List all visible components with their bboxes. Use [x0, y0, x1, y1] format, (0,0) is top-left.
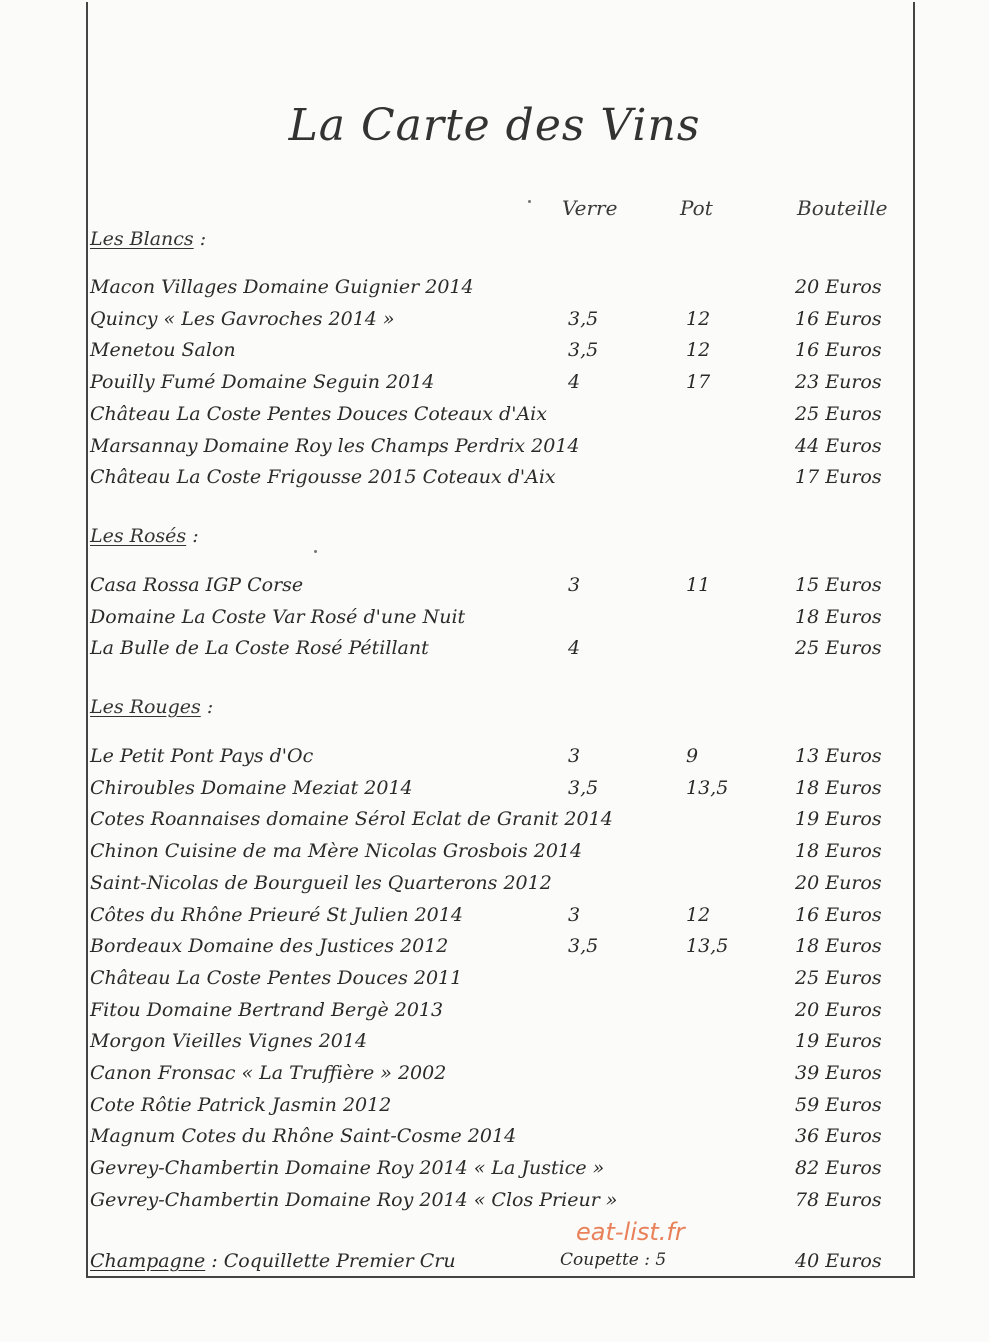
wine-name: Cote Rôtie Patrick Jasmin 2012 — [90, 1093, 392, 1116]
champagne-coupette: Coupette : 5 — [560, 1250, 667, 1270]
glass-price: 3,5 — [568, 339, 599, 362]
champagne-name: : Coquillette Premier Cru — [205, 1250, 456, 1272]
section-heading — [90, 525, 199, 547]
watermark: eat-list.fr — [576, 1218, 685, 1246]
bottle-price: 13 Euros — [795, 745, 882, 767]
wine-row — [0, 276, 989, 306]
bottle-price: 36 Euros — [795, 1125, 882, 1148]
bottle-price: 17 Euros — [795, 466, 882, 489]
wine-row — [0, 466, 989, 496]
wine-name: Chiroubles Domaine Meziat 2014 — [90, 776, 413, 799]
bottle-price: 18 Euros — [795, 605, 882, 628]
wine-row — [0, 1189, 989, 1219]
bottle-price: 23 Euros — [795, 371, 882, 394]
pot-price: 12 — [686, 307, 711, 330]
wine-name: Le Petit Pont Pays d'Oc — [90, 745, 314, 767]
paper-speck — [528, 200, 531, 203]
bottle-price: 18 Euros — [795, 776, 882, 799]
wine-row — [0, 606, 989, 636]
wine-row — [0, 1094, 989, 1124]
wine-name: Château La Coste Frigousse 2015 Coteaux d'Aix — [90, 466, 556, 489]
pot-price: 12 — [686, 903, 711, 926]
bottle-price: 15 Euros — [795, 574, 882, 596]
column-header-verre: Verre — [562, 196, 618, 220]
bottle-price: 16 Euros — [795, 903, 882, 926]
wine-row — [0, 999, 989, 1029]
pot-price: 11 — [686, 574, 711, 596]
glass-price: 3,5 — [568, 776, 599, 799]
section-colon: : — [186, 525, 199, 547]
section-label: Les Rouges — [90, 696, 201, 718]
wine-name: Bordeaux Domaine des Justices 2012 — [90, 935, 449, 958]
glass-price: 3 — [568, 903, 581, 926]
wine-row — [0, 904, 989, 934]
wine-name: Chinon Cuisine de ma Mère Nicolas Grosbois 2014 — [90, 840, 583, 863]
glass-price: 3 — [568, 574, 581, 596]
bottle-price: 82 Euros — [795, 1157, 882, 1180]
wine-name: La Bulle de La Coste Rosé Pétillant — [90, 637, 429, 660]
wine-row — [0, 574, 989, 604]
wine-name: Gevrey-Chambertin Domaine Roy 2014 « La Justice » — [90, 1157, 605, 1180]
wine-name: Canon Fronsac « La Truffière » 2002 — [90, 1062, 447, 1084]
section-label: Les Rosés — [90, 525, 187, 547]
bottle-price: 25 Euros — [795, 966, 882, 989]
wine-name: Menetou Salon — [90, 339, 236, 362]
wine-name: Quincy « Les Gavroches 2014 » — [90, 307, 395, 330]
champagne-label: Champagne — [90, 1250, 206, 1272]
bottle-price: 25 Euros — [795, 402, 882, 425]
bottle-price: 39 Euros — [795, 1062, 882, 1084]
wine-row — [0, 308, 989, 338]
pot-price: 17 — [686, 371, 711, 394]
bottle-price: 20 Euros — [795, 871, 882, 894]
wine-name: Gevrey-Chambertin Domaine Roy 2014 « Clos Prieur » — [90, 1188, 618, 1211]
wine-row — [0, 967, 989, 997]
bottle-price: 18 Euros — [795, 935, 882, 958]
wine-row — [0, 840, 989, 870]
wine-name: Fitou Domaine Bertrand Bergè 2013 — [90, 998, 444, 1021]
wine-row — [0, 371, 989, 401]
bottle-price: 59 Euros — [795, 1093, 882, 1116]
wine-row — [0, 1030, 989, 1060]
wine-name: Côtes du Rhône Prieuré St Julien 2014 — [90, 903, 463, 926]
column-header-bouteille: Bouteille — [797, 196, 888, 220]
section-colon: : — [200, 696, 214, 718]
wine-row — [0, 339, 989, 369]
wine-row — [0, 808, 989, 838]
menu-title: La Carte des Vins — [288, 100, 701, 151]
glass-price: 3,5 — [568, 935, 599, 958]
glass-price: 3,5 — [568, 307, 599, 330]
pot-price: 9 — [686, 745, 699, 767]
wine-name: Domaine La Coste Var Rosé d'une Nuit — [90, 605, 466, 628]
section-label: Les Blancs — [90, 228, 194, 250]
paper-speck — [314, 550, 317, 553]
bottle-price: 16 Euros — [795, 339, 882, 362]
bottle-price: 20 Euros — [795, 276, 882, 298]
wine-row — [0, 435, 989, 465]
wine-name: Casa Rossa IGP Corse — [90, 574, 304, 596]
wine-name: Saint-Nicolas de Bourgueil les Quarterons 2012 — [90, 871, 552, 894]
wine-name: Marsannay Domaine Roy les Champs Perdrix 2014 — [90, 434, 580, 457]
wine-row — [0, 1125, 989, 1155]
wine-name: Magnum Cotes du Rhône Saint-Cosme 2014 — [90, 1125, 517, 1148]
champagne-bottle-price: 40 Euros — [795, 1250, 882, 1272]
bottle-price: 25 Euros — [795, 637, 882, 660]
bottle-price: 78 Euros — [795, 1188, 882, 1211]
wine-name: Macon Villages Domaine Guignier 2014 — [90, 276, 474, 298]
wine-row — [0, 637, 989, 667]
bottle-price: 19 Euros — [795, 808, 882, 831]
wine-row — [0, 777, 989, 807]
pot-price: 13,5 — [686, 776, 729, 799]
wine-name: Château La Coste Pentes Douces Coteaux d'Aix — [90, 402, 547, 425]
bottle-price: 16 Euros — [795, 307, 882, 330]
section-colon: : — [193, 228, 207, 250]
wine-row — [0, 745, 989, 775]
bottle-price: 44 Euros — [795, 434, 882, 457]
bottle-price: 20 Euros — [795, 998, 882, 1021]
bottle-price: 19 Euros — [795, 1030, 882, 1053]
wine-name: Château La Coste Pentes Douces 2011 — [90, 966, 463, 989]
wine-row — [0, 1062, 989, 1092]
wine-name: Morgon Vieilles Vignes 2014 — [90, 1030, 368, 1053]
section-heading — [90, 228, 206, 250]
glass-price: 4 — [568, 637, 581, 660]
pot-price: 13,5 — [686, 935, 729, 958]
pot-price: 12 — [686, 339, 711, 362]
wine-row — [0, 872, 989, 902]
glass-price: 3 — [568, 745, 581, 767]
bottle-price: 18 Euros — [795, 840, 882, 863]
wine-name: Pouilly Fumé Domaine Seguin 2014 — [90, 371, 435, 394]
column-header-pot: Pot — [680, 196, 713, 220]
wine-row — [0, 403, 989, 433]
wine-row — [0, 935, 989, 965]
section-heading — [90, 696, 213, 718]
wine-name: Cotes Roannaises domaine Sérol Eclat de Granit 2014 — [90, 808, 613, 831]
wine-row — [0, 1157, 989, 1187]
glass-price: 4 — [568, 371, 581, 394]
